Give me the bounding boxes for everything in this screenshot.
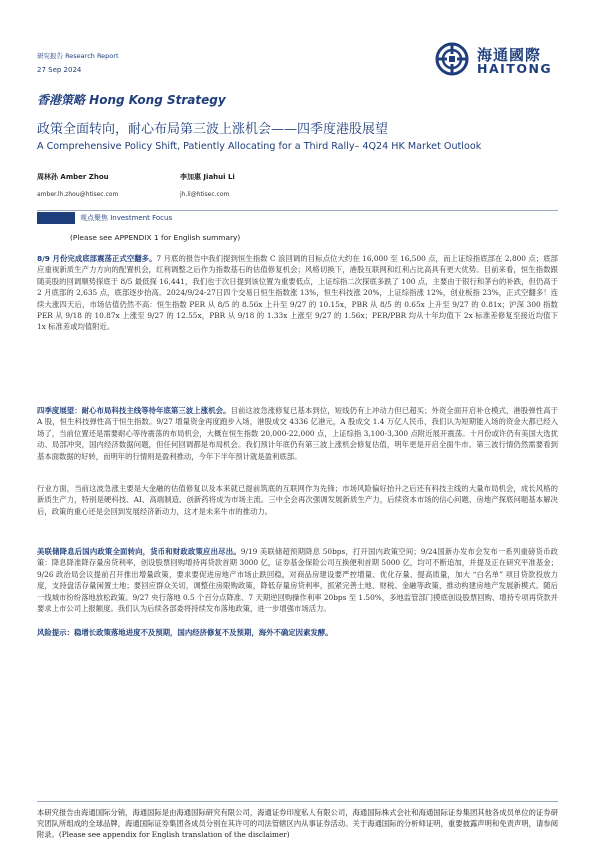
paragraph-text: 9/19 美联储超预期降息 50bps，打开国内政策空间；9/24国新办发布会发布一系列重磅货币政策：降息降准降存量房贷利率，创设股票回购增持再贷款首期 3000 亿，证券基金保险公司互换便利首期 5000 亿，均可不断追加，并提及正在研究平准基金；9/26 政治局会议提前召开推出增量政策，要求要促进房地产市场止跌回稳，对商品房建设要严控增量、优化存量、提高质量，加大 “白名单” 项目贷款投放力度，支持盘活存量闲置土地；要回应群众关切，调整住房限购政策，降低存量房贷利率，抓紧完善土地、财税、金融等政策，推动构建房地产发展新模式。随后一线城市纷纷落地放松政策。9/27 央行落地 0.5 个百分点降准、7 天期逆回购操作利率 20bps 至 1.50%，多地监管部门摸底创设股票回购、增持专项再贷款并要求上市公司上报额度。我们认为后续各部委将持续发布落地政策，进一步增强市场活力。	[37, 547, 558, 614]
report-title-english: A Comprehensive Policy Shift, Patiently Allocating for a Third Rally– 4Q24 HK Market Outlook	[37, 141, 482, 152]
paragraph-text: 行业方面，当前这波急涨主要是大金融的估值修复以及本来就已提前筑底的互联网作为先锋；市场风险偏好抬升之后还有科技主线的大量布局机会，成长风格的新质生产力，特别是硬科技、AI、高端制造、创新药将成为市场主流。三中全会再次强调发展新质生产力，后续资本市场的信心问题、房地产探底问题基本解决后，政策的重心还是会回到发展经济新动力，这才是未来牛市的推动力。	[37, 484, 558, 516]
section-divider	[37, 210, 558, 211]
risk-warning: 风险提示：稳增长政策落地进度不及预期，国内经济修复不及预期，海外不确定因素发酵。	[37, 628, 333, 637]
footer-divider	[37, 801, 558, 802]
author-name: 周林孙 Amber Zhou	[37, 173, 109, 181]
paragraph-lead: 8/9 月份完成底部震荡正式空翻多。	[37, 254, 157, 263]
disclaimer-footer: 本研究报告由海通国际分销，海通国际是由海通国际研究有限公司，海通证券印度私人有限公司，海通国际株式会社和海通国际证券集团其他各成员单位的证券研究团队所组成的全球品牌，海通国际证券集团各成员分别在其许可的司法管辖区内从事证券活动。关于海通国际的分析师证明，重要披露声明和免责声明，请参阅附录。(Please see appendix for English translation of the disclaimer)	[37, 808, 558, 840]
strategy-label: 香港策略 Hong Kong Strategy	[37, 93, 226, 107]
haitong-logo-icon	[435, 42, 471, 76]
author-block-1	[37, 172, 118, 198]
paragraph-lead: 美联储降息后国内政策全面转向，货币和财政政策应出尽出。	[37, 547, 241, 556]
author-name: 李加惠 Jiahui Li	[180, 173, 235, 181]
focus-accent-bar	[37, 212, 75, 224]
report-title-chinese: 政策全面转向，耐心布局第三波上涨机会——四季度港股展望	[37, 122, 389, 137]
author-email[interactable]: jh.li@htisec.com	[180, 191, 230, 198]
appendix-note: (Please see APPENDIX 1 for English summary)	[70, 233, 241, 242]
logo-text-english: HAITONG	[477, 61, 553, 76]
paragraph-4	[37, 546, 558, 614]
report-type-label: 研究报告 Research Report	[37, 52, 119, 60]
author-block-2	[180, 172, 235, 198]
logo-text-chinese: 海通國際	[477, 46, 542, 64]
report-date: 27 Sep 2024	[37, 66, 82, 74]
investment-focus-heading: 观点聚焦 Investment Focus	[80, 214, 173, 222]
paragraph-1	[37, 253, 558, 333]
paragraph-3	[37, 483, 558, 517]
paragraph-text: 目前这波急涨修复已基本到位，短线仍有上冲动力但已超买；外资全面开启补仓模式，港股弹性高于 A 股，恒生科技弹性高于恒生指数。9/27 增量资金再度跑步入场，港股成交 4336 亿港元，A 股成交 1.4 万亿人民币，我们认为短期能入场的资金大都已经入场了，当前位置还是需要耐心等待震荡的布局机会，大概在恒生指数 20,000-22,000 点，上证综指 3,100-3,300 点附近展开震荡。十月份或许仍有美国大选扰动、局部冲突，国内经济数据问题，但任何回调都是布局机会。我们预计年底仍有第三波上涨机会修复估值，明年更是开启全面牛市。第三波行情仍然需要看到基本面数据的好转，而明年的行情则是盈利推动，今年下半年预计就是盈利底部。	[37, 406, 558, 461]
haitong-logo	[435, 42, 560, 76]
paragraph-text: 7 月底的报告中我们提到恒生指数 C 浪回调的目标点位大约在 16,000 至 16,500 点，而上证综指底部在 2,800 点；底部应重视新质生产力方向的配置机会，红利调整之后作为指数基石的估值修复机会；风格切换下，港股互联网和红利占比高具有更大优势。目前来看，恒生指数跟随美股的回调顺势探底于 8/5 最低探 16,441，我们也于次日提到该位置为重要低点，上证综指二次探底多跌了 100 点，主要由于银行和茅台的补跌，但仍高于 2 月底部的 2,635 点，底部逐步抬高。2024/9/24-27日四个交易日恒生指数涨 13%，恒生科技涨 20%，上证综指涨 12%，创业板指 23%，正式空翻多！连续大涨四天后，市场估值仍然不高：恒生指数 PER 从 8/5 的 8.56x 上升至 9/27 的 10.15x，PBR 从 8/5 的 0.65x 上升至 9/27 的 0.81x；沪深 300 指数 PER 从 9/18 的 10.87x 上涨至 9/27 的 12.55x，PBR 从 9/18 的 1.33x 上涨至 9/27 的 1.56x；PER/PBR 均从十年均值下 2x 标准差修复至接近均值下 1x 标准差或均值附近。	[37, 254, 558, 332]
paragraph-2	[37, 405, 558, 462]
author-email[interactable]: amber.lh.zhou@htisec.com	[37, 191, 119, 198]
paragraph-lead: 四季度展望：耐心布局科技主线等待年底第三波上涨机会。	[37, 406, 231, 415]
